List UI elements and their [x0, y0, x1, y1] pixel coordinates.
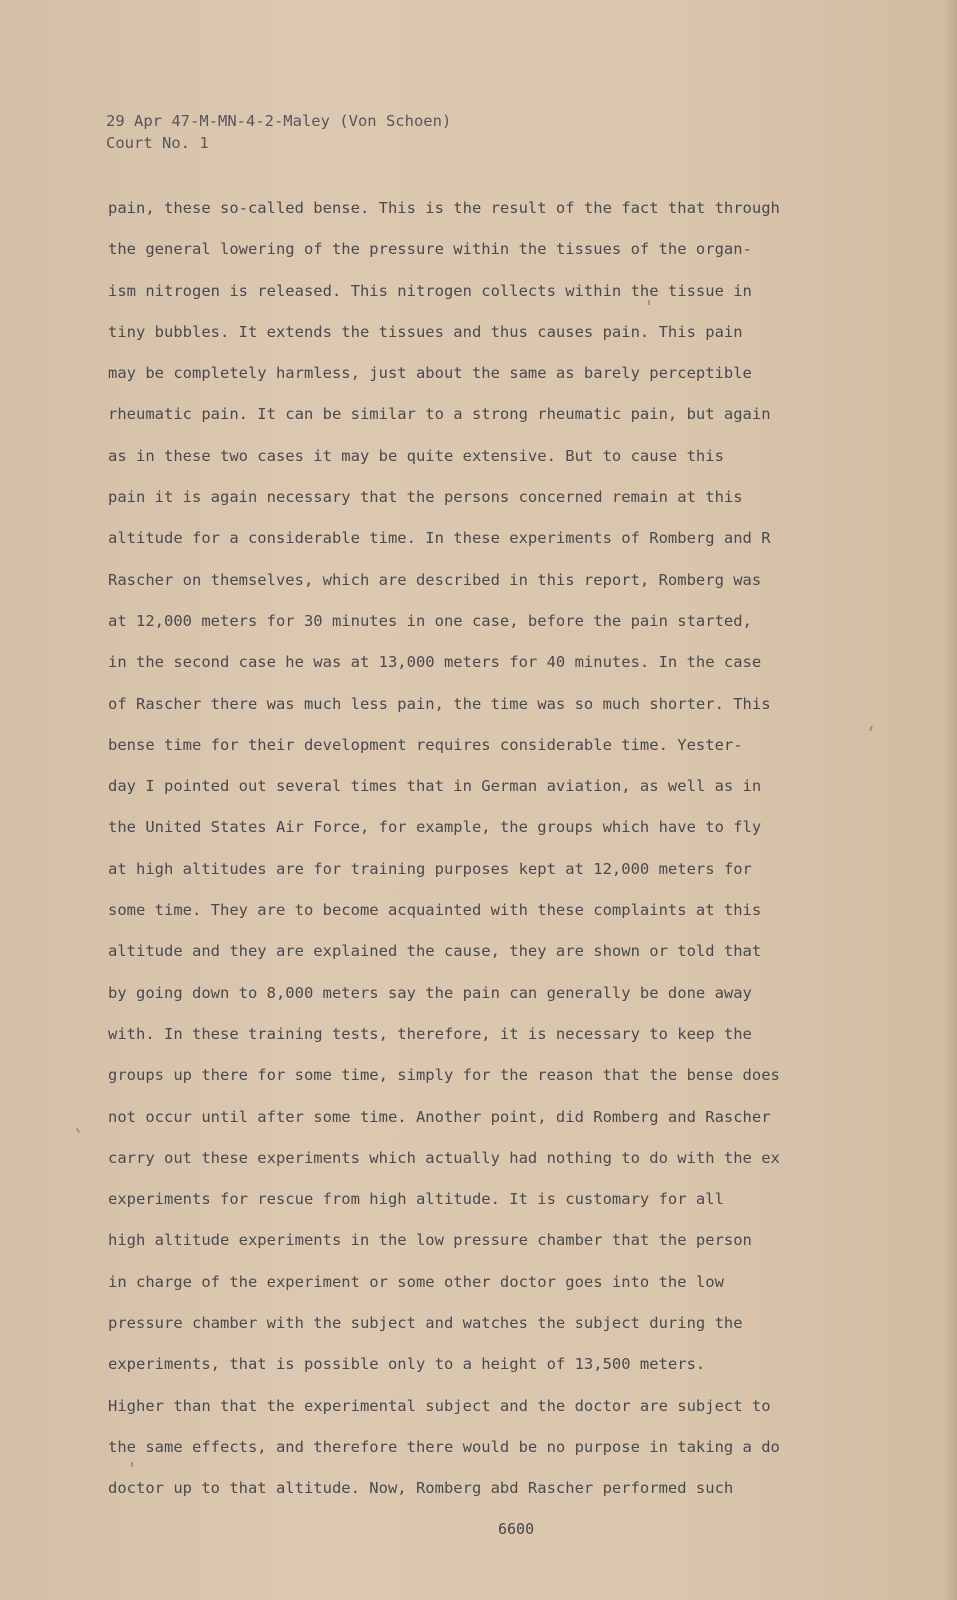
- transcript-line: at high altitudes are for training purposes kept at 12,000 meters for: [108, 859, 752, 878]
- transcript-line: as in these two cases it may be quite extensive. But to cause this: [108, 446, 724, 465]
- transcript-line: altitude and they are explained the cause, they are shown or told that: [108, 942, 762, 961]
- transcript-body: [108, 188, 868, 1510]
- transcript-line: Higher than that the experimental subject and the doctor are subject to: [108, 1396, 771, 1415]
- transcript-line: the United States Air Force, for example, the groups which have to fly: [108, 818, 762, 837]
- transcript-line: by going down to 8,000 meters say the pain can generally be done away: [108, 983, 752, 1002]
- page-edge-shadow: [943, 0, 957, 1600]
- transcript-line: not occur until after some time. Another point, did Romberg and Rascher: [108, 1107, 771, 1126]
- paper-speck: [869, 726, 873, 731]
- header-court-line: Court No. 1: [106, 134, 209, 152]
- transcript-line: experiments for rescue from high altitude. It is customary for all: [108, 1190, 724, 1209]
- transcript-line: bense time for their development requires considerable time. Yester-: [108, 735, 743, 754]
- transcript-line: pressure chamber with the subject and watches the subject during the: [108, 1314, 743, 1333]
- transcript-line: Rascher on themselves, which are described in this report, Romberg was: [108, 570, 762, 589]
- transcript-line: tiny bubbles. It extends the tissues and thus causes pain. This pain: [108, 322, 743, 341]
- transcript-line: the same effects, and therefore there would be no purpose in taking a do: [108, 1437, 780, 1456]
- transcript-line: high altitude experiments in the low pressure chamber that the person: [108, 1231, 752, 1250]
- transcript-line: doctor up to that altitude. Now, Romberg abd Rascher performed such: [108, 1479, 734, 1498]
- transcript-line: some time. They are to become acquainted with these complaints at this: [108, 901, 762, 920]
- transcript-line: may be completely harmless, just about the same as barely perceptible: [108, 364, 752, 383]
- transcript-line: carry out these experiments which actually had nothing to do with the ex: [108, 1148, 780, 1167]
- transcript-line: ism nitrogen is released. This nitrogen collects within the tissue in: [108, 281, 752, 300]
- transcript-line: rheumatic pain. It can be similar to a strong rheumatic pain, but again: [108, 405, 771, 424]
- paper-speck: [76, 1128, 81, 1133]
- transcript-line: at 12,000 meters for 30 minutes in one case, before the pain started,: [108, 611, 752, 630]
- header-case-line: 29 Apr 47-M-MN-4-2-Maley (Von Schoen): [106, 112, 452, 130]
- transcript-line: groups up there for some time, simply for the reason that the bense does: [108, 1066, 780, 1085]
- paper-speck: [131, 1462, 133, 1467]
- document-header: [106, 110, 451, 154]
- transcript-line: pain it is again necessary that the persons concerned remain at this: [108, 488, 743, 507]
- transcript-line: the general lowering of the pressure within the tissues of the organ-: [108, 240, 752, 259]
- transcript-line: with. In these training tests, therefore, it is necessary to keep the: [108, 1024, 752, 1043]
- transcript-line: of Rascher there was much less pain, the time was so much shorter. This: [108, 694, 771, 713]
- transcript-line: altitude for a considerable time. In these experiments of Romberg and R: [108, 529, 771, 548]
- transcript-line: pain, these so-called bense. This is the result of the fact that through: [108, 199, 780, 217]
- transcript-line: day I pointed out several times that in German aviation, as well as in: [108, 777, 762, 796]
- transcript-line: in the second case he was at 13,000 meters for 40 minutes. In the case: [108, 653, 762, 672]
- paper-speck: [648, 300, 650, 305]
- transcript-line: experiments, that is possible only to a height of 13,500 meters.: [108, 1355, 706, 1374]
- transcript-line: in charge of the experiment or some other doctor goes into the low: [108, 1272, 724, 1291]
- page-number: 6600: [498, 1520, 535, 1538]
